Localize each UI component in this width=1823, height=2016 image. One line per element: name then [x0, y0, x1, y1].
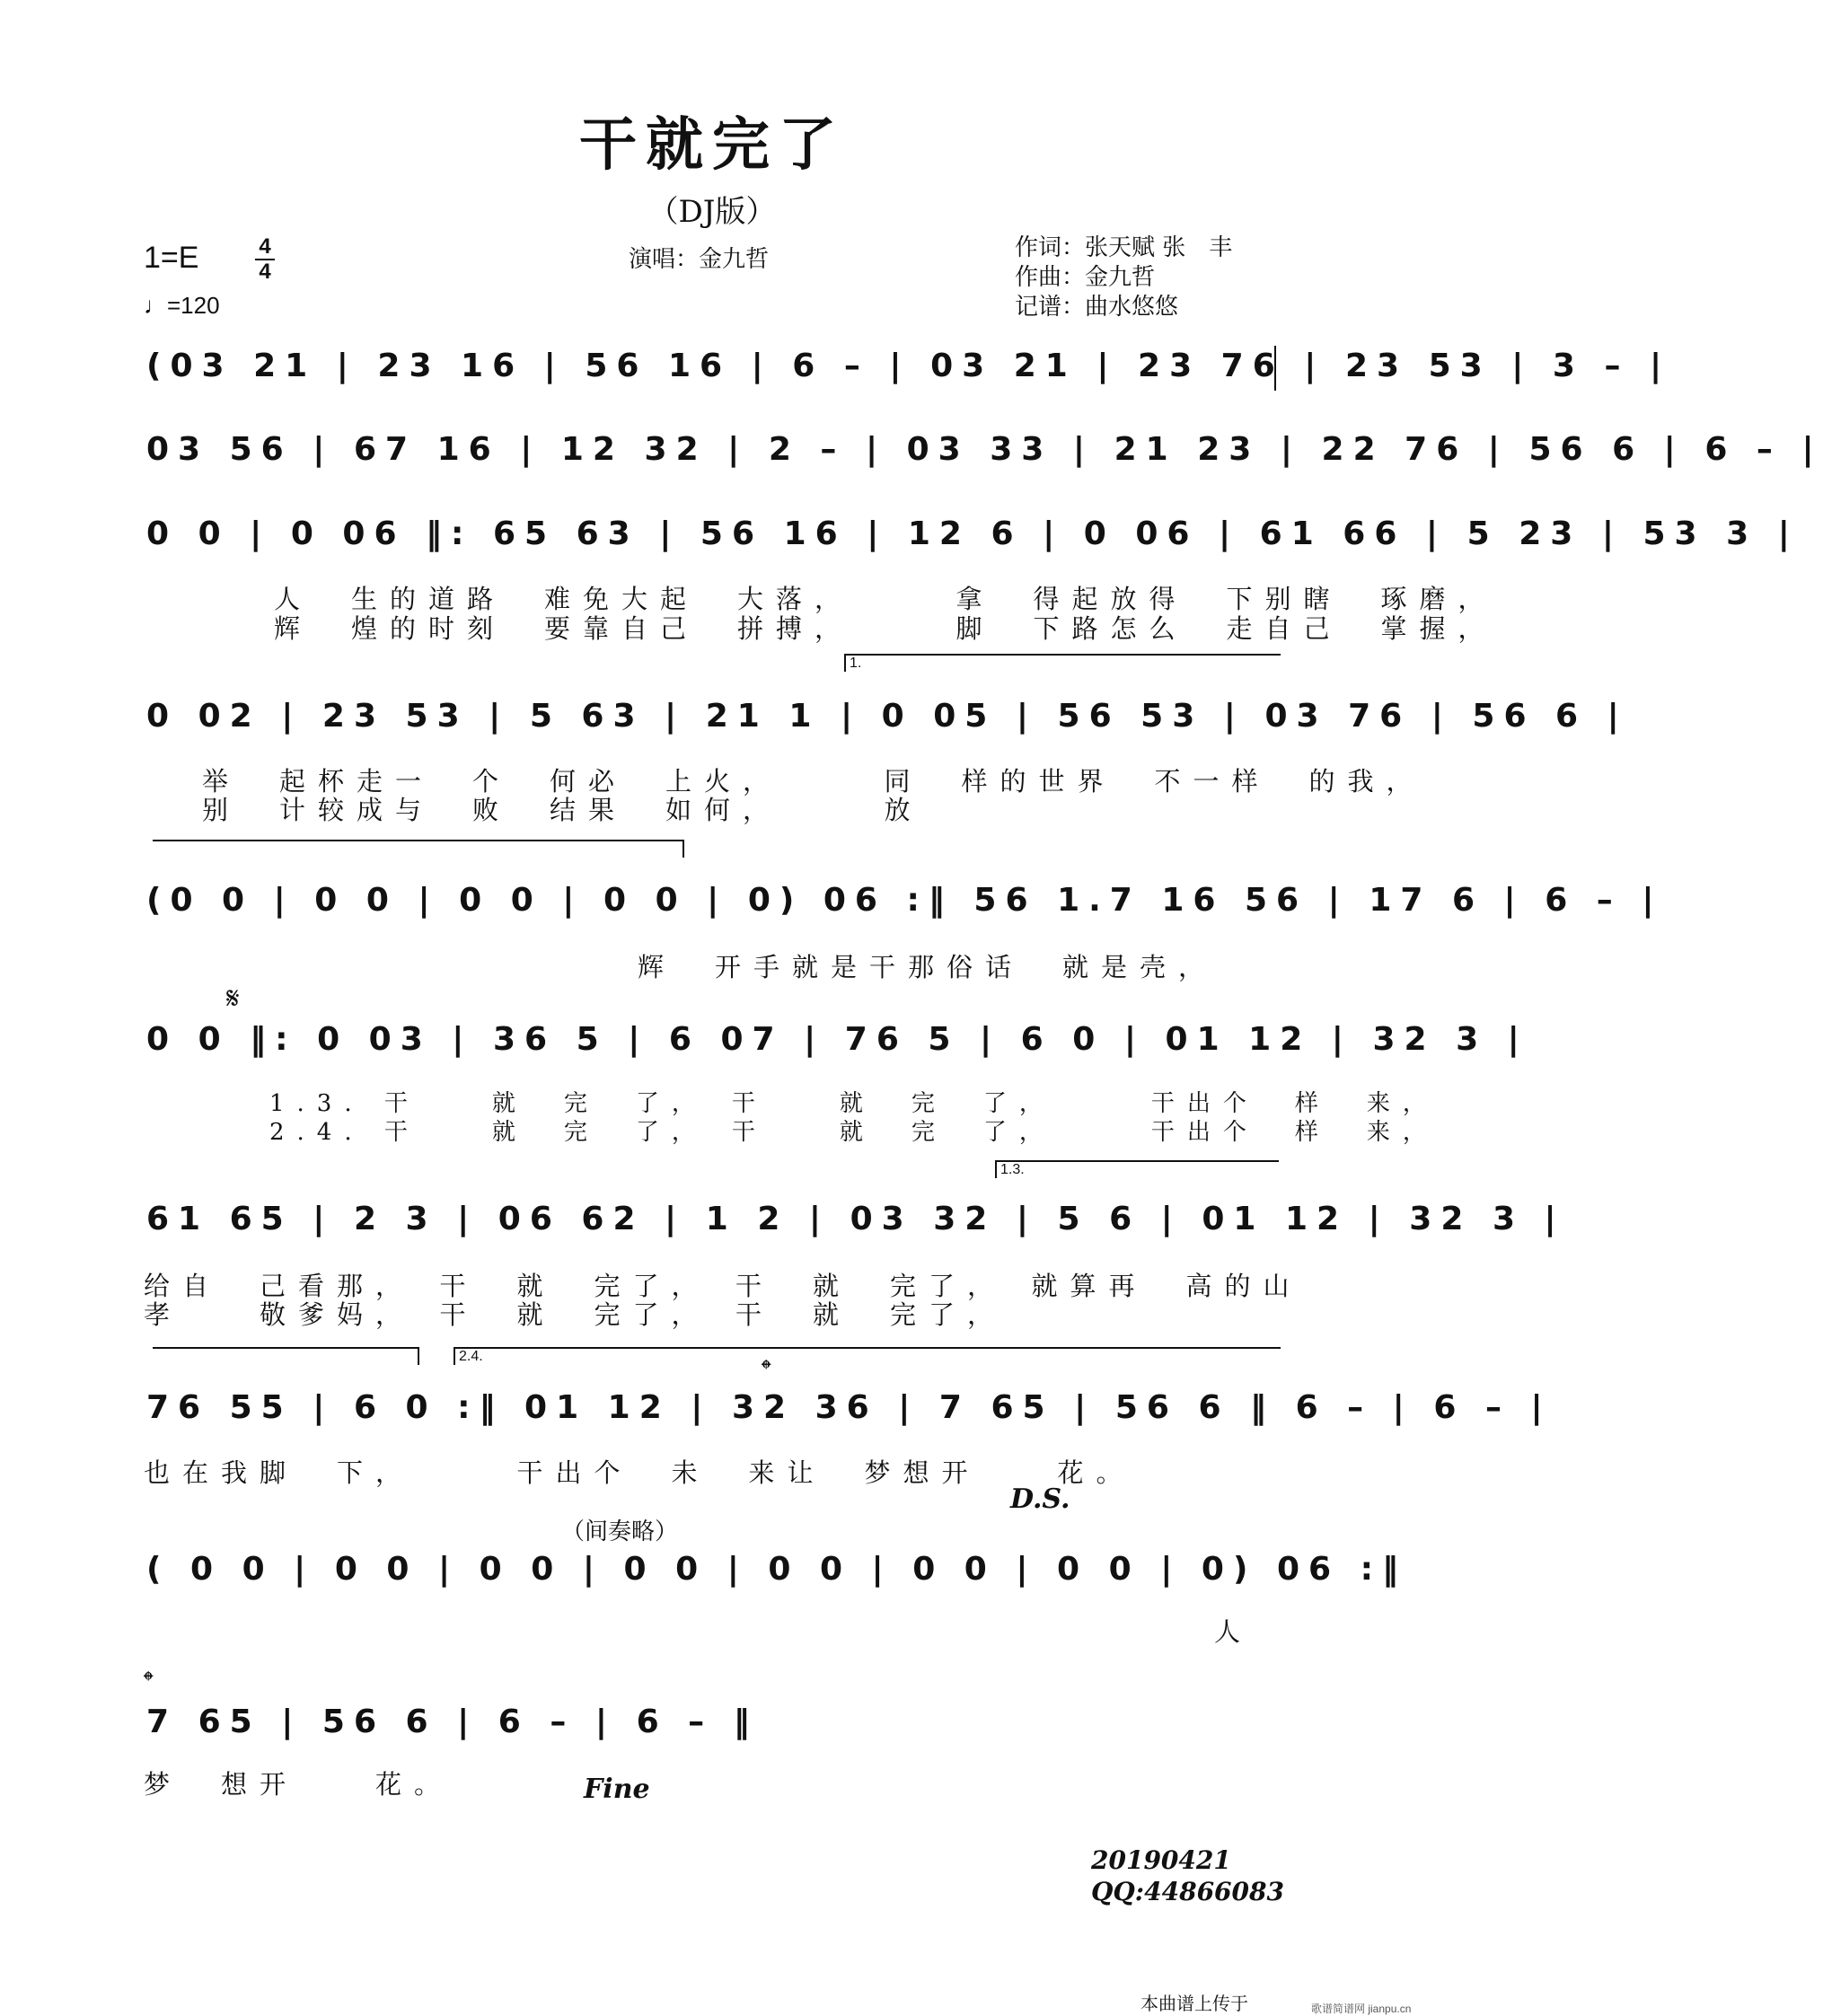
- lyric-row-9: 人: [1214, 1616, 1254, 1647]
- segno-sign: 𝄋: [226, 981, 240, 1017]
- transcriber-credit: 记谱：曲水悠悠: [1015, 294, 1179, 321]
- volta-first-ending-b: 1.3.: [995, 1160, 1279, 1178]
- lyric-row-3-verse-2: 辉 煌的时刻 要靠自己 拼搏， 脚 下路怎么 走自己 掌握，: [274, 613, 1497, 644]
- footer-qq: QQ:44866083: [1091, 1877, 1284, 1906]
- song-title: 干就完了: [579, 111, 845, 179]
- notes-row-5: (0 0 | 0 0 | 0 0 | 0 0 | 0) 06 :‖ 56 1.7 16 56 | 17 6 | 6 – |: [146, 882, 1663, 919]
- lyric-row-6-verse-1: 1.3. 干 就 完 了， 干 就 完 了， 干出个 样 来，: [269, 1090, 1439, 1117]
- notes-row-1: (03 21 | 23 16 | 56 16 | 6 – | 03 21 | 23 76 | 23 53 | 3 – |: [146, 348, 1671, 384]
- composer-credit: 作曲：金九哲: [1015, 264, 1156, 291]
- notes-row-6: 0 0 ‖: 0 03 | 36 5 | 6 07 | 76 5 | 6 0 | 01 12 | 32 3 |: [146, 1021, 1528, 1058]
- volta-first-ending-a-close: [153, 840, 684, 858]
- time-signature-bottom: 4: [259, 260, 271, 284]
- lyric-row-4-verse-1: 举 起杯走一 个 何必 上火， 同 样的世界 不一样 的我，: [202, 766, 1425, 797]
- volta-first-ending-b-close: [153, 1347, 419, 1365]
- staff-row-6: [139, 1019, 1528, 1073]
- song-subtitle: （DJ版）: [647, 194, 777, 230]
- tempo-marking: ♩=120: [144, 292, 220, 319]
- lyric-row-7-verse-1: 给自 己看那， 干 就 完了， 干 就 完了， 就算再 高的山: [144, 1271, 1302, 1301]
- time-signature: [253, 235, 277, 284]
- staff-row-1: [139, 346, 1671, 400]
- dal-segno-mark: D.S.: [1010, 1483, 1070, 1515]
- coda-sign-2: 𝄌: [144, 1666, 154, 1697]
- lyric-row-6-verse-2: 2.4. 干 就 完 了， 干 就 完 了， 干出个 样 来，: [269, 1119, 1439, 1146]
- singer-credit: 演唱：金九哲: [629, 246, 770, 273]
- volta-second-ending-b: 2.4.: [454, 1347, 1281, 1365]
- watermark: 歌谱简谱网 jianpu.cn: [1311, 2003, 1412, 2015]
- notes-row-9: ( 0 0 | 0 0 | 0 0 | 0 0 | 0 0 | 0 0 | 0 0 | 0) 06 :‖: [146, 1551, 1407, 1588]
- staff-row-4: [139, 696, 1628, 750]
- staff-row-10: [139, 1702, 1280, 1756]
- fine-mark: Fine: [584, 1774, 650, 1805]
- notes-row-4: 0 02 | 23 53 | 5 63 | 21 1 | 0 05 | 56 53 | 03 76 | 56 6 |: [146, 698, 1628, 735]
- notes-row-2: 03 56 | 67 16 | 12 32 | 2 – | 03 33 | 21 23 | 22 76 | 56 6 | 6 – |: [146, 431, 1823, 468]
- footer-date: 20190421: [1091, 1845, 1231, 1875]
- time-signature-top: 4: [259, 234, 271, 259]
- lyric-row-3-verse-1: 人 生的道路 难免大起 大落， 拿 得起放得 下别瞎 琢磨，: [274, 584, 1497, 614]
- notes-row-8: 76 55 | 6 0 :‖ 01 12 | 32 36 | 7 65 | 56 6 ‖ 6 – | 6 – |: [146, 1389, 1552, 1426]
- staff-row-5: [139, 880, 1663, 934]
- lyric-row-7-verse-2: 孝 敬爹妈， 干 就 完了， 干 就 完了，: [144, 1299, 1007, 1330]
- notes-row-10: 7 65 | 56 6 | 6 – | 6 – ‖: [146, 1703, 759, 1740]
- lyric-row-4-verse-2: 别 计较成与 败 结果 如何， 放: [202, 795, 923, 825]
- key-signature: 1=E: [144, 241, 199, 275]
- staff-row-3: [139, 514, 1799, 568]
- volta-first-ending-a: 1.: [844, 654, 1281, 672]
- uploader-note: 本曲谱上传于: [1140, 1994, 1248, 2014]
- lyricist-credit: 作词：张天赋 张 丰: [1015, 234, 1233, 261]
- lyric-row-5: 辉 开手就是干那俗话 就是壳，: [638, 952, 1218, 982]
- staff-row-7: [139, 1199, 1565, 1253]
- lyric-row-10: 梦 想开 花。: [144, 1769, 454, 1800]
- staff-row-8: [139, 1387, 1552, 1441]
- lyric-row-8: 也在我脚 下， 干出个 未 来让 梦想开 花。: [144, 1457, 1135, 1488]
- interlude-label: （间奏略）: [561, 1519, 679, 1545]
- notes-row-7: 61 65 | 2 3 | 06 62 | 1 2 | 03 32 | 5 6 | 01 12 | 32 3 |: [146, 1201, 1565, 1237]
- staff-row-2: [139, 429, 1823, 483]
- notes-row-3: 0 0 | 0 06 ‖: 65 63 | 56 16 | 12 6 | 0 06 | 61 66 | 5 23 | 53 3 |: [146, 515, 1799, 552]
- coda-sign-1: 𝄌: [762, 1354, 771, 1386]
- staff-row-9: [139, 1549, 1407, 1603]
